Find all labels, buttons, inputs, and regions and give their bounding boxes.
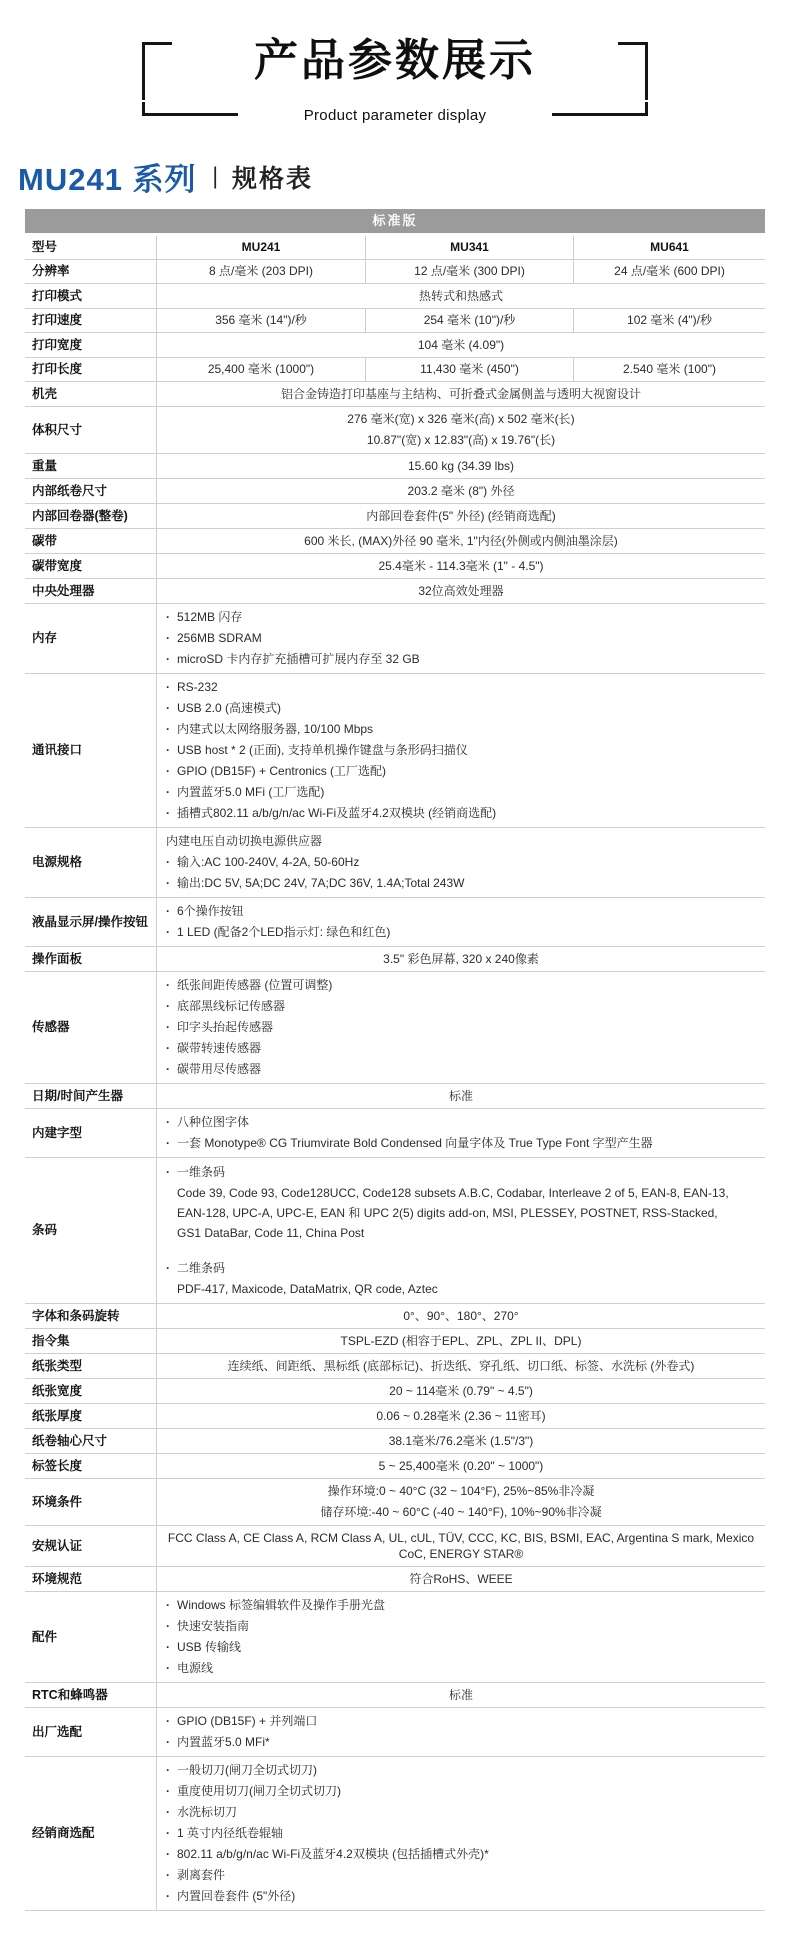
row-content (156, 898, 765, 946)
bullet-glyph: · (166, 1735, 170, 1749)
bullet-glyph: · (166, 1889, 170, 1903)
list-item (166, 975, 765, 996)
table-row (25, 284, 765, 309)
table-row (25, 1404, 765, 1429)
list-item-text: 一套 Monotype® CG Triumvirate Bold Condensed 向量字体及 True Type Font 字型产生器 (177, 1136, 653, 1150)
list-item-text: 内建电压自动切换电源供应器 (166, 834, 323, 848)
row-value-list (157, 828, 765, 897)
row-value-list (157, 972, 765, 1083)
list-item (166, 1038, 765, 1059)
list-item (166, 922, 765, 943)
list-item (166, 1258, 765, 1279)
list-item (166, 1844, 765, 1865)
row-value-list (157, 1109, 765, 1157)
bullet-glyph: · (166, 785, 170, 799)
list-item-text: 快速安装指南 (177, 1619, 250, 1633)
row-label: 纸张宽度 (32, 1383, 83, 1398)
list-item (166, 1886, 765, 1907)
row-content (156, 1109, 765, 1157)
bracket-top-left-decoration (142, 42, 172, 100)
bullet-glyph: · (166, 610, 170, 624)
bullet-glyph: · (166, 701, 170, 715)
table-edition-header: 标准版 (25, 209, 765, 233)
bullet-glyph: · (166, 680, 170, 694)
list-item (166, 1112, 765, 1133)
row-value: 储存环境:-40 ~ 60°C (-40 ~ 140°F), 10%~90%非冷凝 (320, 1505, 602, 1519)
page-subtitle: Product parameter display (180, 107, 610, 124)
barcode-detail: Code 39, Code 93, Code128UCC, Code128 subsets A.B.C, Codabar, Interleave 2 of 5, EAN-8, EAN-13, EAN-128, UPC-A, UPC-E, EAN 和 UPC 2(5) digits add-on, MSI, PLESSEY, POSTNET, RSS-Stacked, GS1 DataBar, Code 11, China Post (177, 1186, 729, 1240)
row-label: 碳带 (32, 533, 58, 548)
table-row (25, 1708, 765, 1757)
list-item (166, 1162, 765, 1183)
table-row (25, 898, 765, 947)
row-content (156, 1304, 765, 1328)
barcode-group (166, 1257, 765, 1300)
row-label: 日期/时间产生器 (32, 1088, 123, 1103)
list-item (166, 649, 765, 670)
list-item-text: 水洗标切刀 (177, 1805, 238, 1819)
bullet-glyph: · (166, 806, 170, 820)
row-label: 纸卷轴心尺寸 (32, 1433, 108, 1448)
bullet-glyph: · (166, 1115, 170, 1129)
list-item (166, 1059, 765, 1080)
table-row (25, 554, 765, 579)
row-label: 经销商选配 (32, 1826, 95, 1840)
table-row (25, 1329, 765, 1354)
bullet-glyph: · (166, 1661, 170, 1675)
row-content (156, 1592, 765, 1682)
row-content (156, 529, 765, 553)
row-value: 铝合金铸造打印基座与主结构、可折叠式金属侧盖与透明大视窗设计 (280, 387, 641, 401)
bullet-glyph: · (166, 925, 170, 939)
row-label: 标签长度 (32, 1458, 83, 1473)
series-name: MU241 系列 (18, 162, 197, 197)
list-item-text: 印字头抬起传感器 (177, 1020, 274, 1034)
bullet-glyph: · (166, 978, 170, 992)
list-item-text: USB 传输线 (177, 1640, 242, 1654)
bullet-glyph: · (166, 1784, 170, 1798)
row-value-list (157, 1158, 765, 1303)
list-item (166, 698, 765, 719)
row-value: 24 点/毫米 (600 DPI) (573, 260, 765, 283)
list-item-text: USB host * 2 (正面), 支持单机操作键盘与条形码扫描仪 (177, 743, 468, 757)
row-label: 分辨率 (32, 264, 70, 278)
list-item (166, 677, 765, 698)
table-row (25, 529, 765, 554)
list-item (166, 1616, 765, 1637)
row-value: 热转式和热感式 (418, 289, 503, 303)
list-item-text: 碳带用尽传感器 (177, 1062, 262, 1076)
row-value-list (157, 674, 765, 827)
bullet-glyph: · (166, 1805, 170, 1819)
row-label: 配件 (32, 1629, 58, 1644)
spacer (166, 1244, 765, 1257)
row-label: 体积尺寸 (32, 422, 83, 437)
table-row (25, 1592, 765, 1683)
list-item-text: 输入:AC 100-240V, 4-2A, 50-60Hz (177, 855, 360, 869)
list-item-text: 一维条码 (177, 1165, 226, 1179)
row-content (156, 1084, 765, 1108)
row-value: 11,430 毫米 (450") (365, 358, 573, 381)
table-row (25, 1429, 765, 1454)
bullet-glyph: · (166, 1826, 170, 1840)
list-item (166, 628, 765, 649)
row-label: 打印宽度 (32, 337, 83, 352)
list-item-text: 6个操作按钮 (177, 904, 244, 918)
row-value: 254 毫米 (10")/秒 (365, 309, 573, 332)
list-item-text: 256MB SDRAM (177, 631, 262, 645)
table-row (25, 1379, 765, 1404)
page-title: 产品参数展示 (254, 36, 536, 85)
list-item (166, 1823, 765, 1844)
list-item (166, 1658, 765, 1679)
row-value: 标准 (448, 1089, 473, 1103)
series-label: 规格表 (232, 164, 314, 193)
table-row (25, 504, 765, 529)
row-columns (157, 309, 765, 332)
row-content (156, 674, 765, 827)
bullet-glyph: · (166, 904, 170, 918)
row-content (156, 479, 765, 503)
row-label: 通讯接口 (32, 743, 83, 757)
list-item-text: 内置蓝牙5.0 MFi (工厂选配) (177, 785, 325, 799)
list-item-text: Windows 标签编辑软件及操作手册光盘 (177, 1598, 386, 1612)
list-item (166, 873, 765, 894)
bullet-glyph: · (166, 1619, 170, 1633)
row-label: 机壳 (32, 386, 58, 401)
list-item-text: microSD 卡内存扩充插槽可扩展内存至 32 GB (177, 652, 420, 666)
row-content (156, 604, 765, 673)
table-row (25, 358, 765, 382)
list-item (166, 761, 765, 782)
row-label: 纸张厚度 (32, 1408, 83, 1423)
row-value: 连续纸、间距纸、黑标纸 (底部标记)、折迭纸、穿孔纸、切口纸、标签、水洗标 (外卷式) (227, 1359, 695, 1373)
row-value: 10.87"(宽) x 12.83"(高) x 19.76"(长) (366, 433, 556, 447)
row-content (156, 260, 765, 283)
row-value: 12 点/毫米 (300 DPI) (365, 260, 573, 283)
series-heading (18, 154, 790, 199)
row-label: 操作面板 (32, 951, 83, 966)
row-value: 276 毫米(宽) x 326 毫米(高) x 502 毫米(长) (347, 412, 575, 426)
list-item (166, 1732, 765, 1753)
row-label: 液晶显示屏/操作按钮 (32, 914, 148, 929)
table-row (25, 1526, 765, 1567)
table-row (25, 407, 765, 454)
row-content (156, 972, 765, 1083)
row-content (156, 554, 765, 578)
bullet-glyph: · (166, 1598, 170, 1612)
table-row (25, 1454, 765, 1479)
table-row (25, 1757, 765, 1911)
row-value: 内部回卷套件(5" 外径) (经销商选配) (366, 509, 556, 523)
table-row (25, 309, 765, 333)
list-item (166, 1017, 765, 1038)
row-value: MU241 (241, 240, 281, 254)
row-label: 字体和条码旋转 (32, 1308, 120, 1323)
list-item (166, 607, 765, 628)
row-content (156, 454, 765, 478)
row-content (156, 1158, 765, 1303)
row-label: 内部回卷器(整卷) (32, 508, 128, 523)
row-label: 打印模式 (32, 288, 83, 303)
list-item (166, 1595, 765, 1616)
list-item (166, 1781, 765, 1802)
row-value: 32位高效处理器 (418, 584, 504, 598)
row-label: 安规认证 (32, 1538, 83, 1553)
table-row (25, 604, 765, 674)
table-row (25, 1683, 765, 1708)
row-content (156, 1757, 765, 1910)
row-label: 打印长度 (32, 362, 83, 376)
row-value: MU341 (365, 236, 573, 259)
bullet-glyph: · (166, 1165, 170, 1179)
list-item (166, 803, 765, 824)
bullet-glyph: · (166, 1041, 170, 1055)
row-value: FCC Class A, CE Class A, RCM Class A, UL, cUL, TÜV, CCC, KC, BIS, BSMI, EAC, Argentina S mark, Mexico CoC, ENERGY STAR® (167, 1531, 755, 1561)
bullet-glyph: · (166, 1136, 170, 1150)
bullet-glyph: · (166, 1261, 170, 1275)
row-value: 标准 (448, 1688, 473, 1702)
list-item-text: 底部黑线标记传感器 (177, 999, 286, 1013)
table-row (25, 382, 765, 407)
list-item (166, 901, 765, 922)
row-value: 操作环境:0 ~ 40°C (32 ~ 104°F), 25%~85%非冷凝 (327, 1484, 595, 1498)
row-value: 8 点/毫米 (203 DPI) (208, 264, 314, 278)
row-value-list (157, 1708, 765, 1756)
list-item-text: 1 英寸内径纸卷辊轴 (177, 1826, 284, 1840)
table-row (25, 947, 765, 972)
bullet-glyph: · (166, 1763, 170, 1777)
spec-table-body (25, 236, 765, 1911)
bullet-glyph: · (166, 1062, 170, 1076)
series-separator: | (212, 163, 219, 189)
row-value-lines (157, 407, 765, 453)
list-item-text: 内置蓝牙5.0 MFi* (177, 1735, 270, 1749)
table-row (25, 333, 765, 358)
list-item-text: USB 2.0 (高速模式) (177, 701, 282, 715)
row-value-list (157, 898, 765, 946)
row-content (156, 1429, 765, 1453)
row-value: 600 米长, (MAX)外径 90 毫米, 1"内径(外侧或内侧油墨涂层) (304, 534, 618, 548)
table-row (25, 1567, 765, 1592)
row-label: RTC和蜂鸣器 (32, 1687, 108, 1702)
list-item (166, 719, 765, 740)
row-label: 内部纸卷尺寸 (32, 483, 108, 498)
barcode-detail: PDF-417, Maxicode, DataMatrix, QR code, Aztec (177, 1282, 438, 1296)
row-content (156, 1354, 765, 1378)
bullet-glyph: · (166, 1868, 170, 1882)
row-columns (157, 236, 765, 259)
bullet-glyph: · (166, 1640, 170, 1654)
row-label: 内建字型 (32, 1125, 83, 1140)
list-item (166, 1802, 765, 1823)
row-value: 5 ~ 25,400毫米 (0.20" ~ 1000") (378, 1459, 544, 1473)
row-content (156, 333, 765, 357)
row-label: 纸张类型 (32, 1358, 83, 1373)
row-value: 0.06 ~ 0.28毫米 (2.36 ~ 11密耳) (376, 1409, 546, 1423)
row-value-list (157, 1592, 765, 1682)
table-row (25, 828, 765, 898)
table-row (25, 579, 765, 604)
list-item-text: 二维条码 (177, 1261, 226, 1275)
row-value: 3.5" 彩色屏幕, 320 x 240像素 (383, 952, 539, 966)
row-label: 环境规范 (32, 1571, 83, 1586)
row-value-lines (157, 1479, 765, 1525)
row-content (156, 1329, 765, 1353)
row-columns (157, 358, 765, 381)
table-row (25, 1479, 765, 1526)
row-content (156, 358, 765, 381)
list-item (166, 852, 765, 873)
row-label: 指令集 (32, 1333, 70, 1348)
row-label: 电源规格 (32, 855, 83, 869)
row-label: 型号 (32, 240, 58, 254)
bullet-glyph: · (166, 999, 170, 1013)
row-value: 203.2 毫米 (8") 外径 (407, 484, 515, 498)
bullet-glyph: · (166, 876, 170, 890)
page-header (180, 34, 610, 122)
row-content (156, 1526, 765, 1566)
row-value: 356 毫米 (14")/秒 (215, 313, 307, 327)
bullet-glyph: · (166, 1020, 170, 1034)
row-content (156, 1404, 765, 1428)
row-value: 38.1毫米/76.2毫米 (1.5"/3") (388, 1434, 534, 1448)
row-value-list (157, 1757, 765, 1910)
list-item-text: 碳带转速传感器 (177, 1041, 262, 1055)
list-item-text: 电源线 (177, 1661, 214, 1675)
row-label: 内存 (32, 631, 58, 645)
list-item-text: 内置回卷套件 (5"外径) (177, 1889, 296, 1903)
table-row (25, 972, 765, 1084)
row-content (156, 1708, 765, 1756)
list-item (166, 1711, 765, 1732)
row-content (156, 1683, 765, 1707)
table-row (25, 236, 765, 260)
table-row (25, 260, 765, 284)
row-content (156, 504, 765, 528)
row-columns (157, 260, 765, 283)
row-value: 25,400 毫米 (1000") (207, 362, 315, 376)
list-item-text: 内建式以太网络服务器, 10/100 Mbps (177, 722, 374, 736)
bullet-glyph: · (166, 743, 170, 757)
row-content (156, 1479, 765, 1525)
row-value: 20 ~ 114毫米 (0.79" ~ 4.5") (389, 1384, 533, 1398)
list-item-text: GPIO (DB15F) + 并列端口 (177, 1714, 318, 1728)
list-item (166, 996, 765, 1017)
list-item-text: 纸张间距传感器 (位置可调整) (177, 978, 333, 992)
row-value: MU641 (573, 236, 765, 259)
row-label: 环境条件 (32, 1494, 83, 1509)
row-value: 符合RoHS、WEEE (409, 1572, 513, 1586)
bullet-glyph: · (166, 764, 170, 778)
row-content (156, 407, 765, 453)
bullet-glyph: · (166, 631, 170, 645)
table-row (25, 1304, 765, 1329)
barcode-group (166, 1161, 765, 1244)
table-row (25, 1158, 765, 1304)
row-content (156, 1379, 765, 1403)
list-item (166, 740, 765, 761)
bullet-glyph: · (166, 722, 170, 736)
bullet-glyph: · (166, 1714, 170, 1728)
row-label: 重量 (32, 458, 58, 473)
list-item-text: 输出:DC 5V, 5A;DC 24V, 7A;DC 36V, 1.4A;Total 243W (177, 876, 465, 890)
bullet-glyph: · (166, 1847, 170, 1861)
list-item-text: 一般切刀(闸刀全切式切刀) (177, 1763, 317, 1777)
table-row (25, 479, 765, 504)
list-item (166, 1133, 765, 1154)
list-item (166, 831, 765, 852)
list-item-text: RS-232 (177, 680, 218, 694)
row-value: 0°、90°、180°、270° (403, 1309, 519, 1323)
bullet-glyph: · (166, 855, 170, 869)
row-value: 102 毫米 (4")/秒 (573, 309, 765, 332)
list-item-text: 1 LED (配备2个LED指示灯: 绿色和红色) (177, 925, 391, 939)
row-label: 出厂选配 (32, 1724, 83, 1739)
row-content (156, 284, 765, 308)
row-label: 条码 (32, 1223, 58, 1237)
list-item (166, 1637, 765, 1658)
bullet-glyph: · (166, 652, 170, 666)
row-value: 104 毫米 (4.09") (417, 338, 505, 352)
row-value: 25.4毫米 - 114.3毫米 (1" - 4.5") (378, 559, 544, 573)
row-content (156, 236, 765, 259)
list-item-text: 512MB 闪存 (177, 610, 243, 624)
list-item-text: 插槽式802.11 a/b/g/n/ac Wi-Fi及蓝牙4.2双模块 (经销商选配) (177, 806, 497, 820)
list-item-text: 802.11 a/b/g/n/ac Wi-Fi及蓝牙4.2双模块 (包括插槽式外壳)* (177, 1847, 489, 1861)
row-content (156, 947, 765, 971)
list-item (166, 1760, 765, 1781)
row-value-list (157, 604, 765, 673)
row-label: 碳带宽度 (32, 558, 83, 573)
row-label: 中央处理器 (32, 583, 95, 598)
row-content (156, 1454, 765, 1478)
row-content (156, 579, 765, 603)
row-label: 打印速度 (32, 313, 83, 327)
row-value: 2.540 毫米 (100") (573, 358, 765, 381)
row-content (156, 1567, 765, 1591)
row-value: 15.60 kg (34.39 lbs) (407, 459, 515, 473)
table-row (25, 454, 765, 479)
list-item-text: 剥离套件 (177, 1868, 226, 1882)
bracket-top-right-decoration (618, 42, 648, 100)
row-content (156, 828, 765, 897)
table-row (25, 1084, 765, 1109)
row-label: 传感器 (32, 1020, 70, 1034)
row-value: TSPL-EZD (相容于EPL、ZPL、ZPL II、DPL) (340, 1334, 582, 1348)
list-item-text: 重度使用切刀(闸刀全切式切刀) (177, 1784, 341, 1798)
row-content (156, 309, 765, 332)
spec-table (25, 209, 765, 1911)
list-item-text: 八种位图字体 (177, 1115, 250, 1129)
list-item (166, 1865, 765, 1886)
list-item (166, 782, 765, 803)
row-content (156, 382, 765, 406)
table-row (25, 1109, 765, 1158)
list-item-text: GPIO (DB15F) + Centronics (工厂选配) (177, 764, 387, 778)
table-row (25, 674, 765, 828)
table-row (25, 1354, 765, 1379)
